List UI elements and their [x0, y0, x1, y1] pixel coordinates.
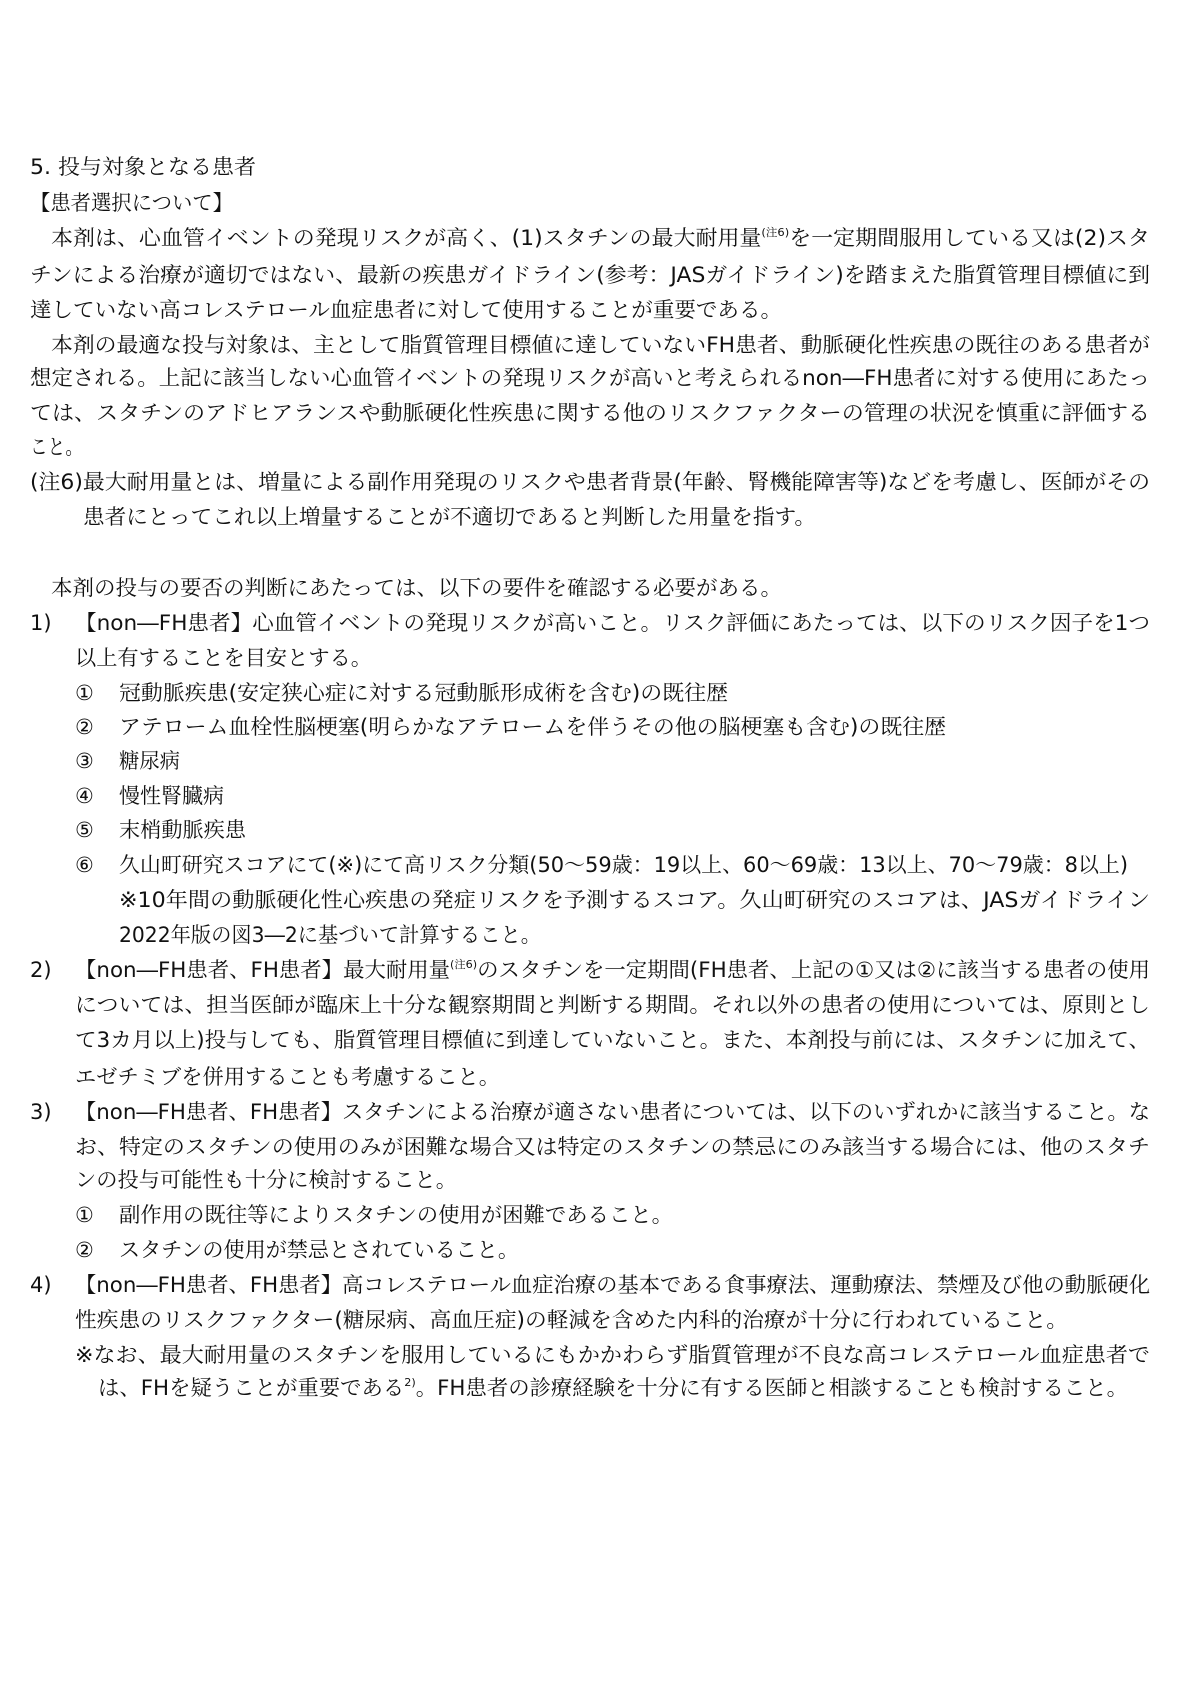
item-number: 1) — [30, 611, 52, 635]
paragraph-line: 想定される。上記に該当しない心血管イベントの発現リスクが高いと考えられるnon―FH患者に対する使用にあたっ — [30, 366, 1150, 390]
subitem-text: 久山町研究スコアにて(※)にて高リスク分類(50～59歳：19以上、60～69歳：13以上、70～79歳：8以上) — [119, 853, 1128, 877]
item-line: 【non―FH患者、FH患者】高コレステロール血症治療の基本である食事療法、運動療法、禁煙及び他の動脈硬化 — [75, 1273, 1150, 1297]
text: は、FHを疑うことが重要である — [98, 1376, 405, 1400]
subitem-number: ① — [75, 681, 94, 705]
subitem-note: 2022年版の図3―2に基づいて計算すること。 — [119, 923, 541, 947]
subitem-number: ① — [75, 1203, 94, 1227]
item-line: お、特定のスタチンの使用のみが困難な場合又は特定のスタチンの禁忌にのみ該当する場合には、他のスタチ — [75, 1135, 1150, 1159]
item-line: ンの投与可能性も十分に検討すること。 — [75, 1168, 457, 1192]
subitem-number: ⑤ — [75, 818, 94, 842]
subitem-number: ② — [75, 715, 94, 739]
subitem-text: 副作用の既往等によりスタチンの使用が困難であること。 — [119, 1203, 673, 1227]
subitem-text: アテローム血栓性脳梗塞(明らかなアテロームを伴うその他の脳梗塞も含む)の既往歴 — [119, 715, 946, 739]
item-number: 3) — [30, 1100, 52, 1124]
item-note: ※なお、最大耐用量のスタチンを服用しているにもかかわらず脂質管理が不良な高コレステロール血症患者で — [75, 1343, 1150, 1367]
item-line: 性疾患のリスクファクター(糖尿病、高血圧症)の軽減を含めた内科的治療が十分に行われていること。 — [75, 1308, 1068, 1332]
subitem-number: ② — [75, 1238, 94, 1262]
subitem-text: スタチンの使用が禁忌とされていること。 — [119, 1238, 519, 1262]
subitem-text: 糖尿病 — [119, 749, 180, 773]
subitem-text: 慢性腎臓病 — [119, 784, 224, 808]
subitem-text: 末梢動脈疾患 — [119, 818, 246, 842]
text: 本剤は、心血管イベントの発現リスクが高く、(1)スタチンの最大耐用量 — [51, 226, 762, 250]
item-line: 【non―FH患者、FH患者】スタチンによる治療が適さない患者については、以下のいずれかに該当すること。な — [75, 1100, 1150, 1124]
paragraph-line: チンによる治療が適切ではない、最新の疾患ガイドライン(参考：JASガイドライン)を踏まえた脂質管理目標値に到 — [30, 263, 1150, 287]
subitem-number: ③ — [75, 749, 94, 773]
footnote-line: 患者にとってこれ以上増量することが不適切であると判断した用量を指す。 — [83, 505, 816, 529]
subitem-number: ④ — [75, 784, 94, 808]
item-line: て3カ月以上)投与しても、脂質管理目標値に到達していないこと。また、本剤投与前には、スタチンに加えて、 — [75, 1028, 1150, 1052]
paragraph-line: こと。 — [30, 435, 83, 459]
footnote-line: (注6)最大耐用量とは、増量による副作用発現のリスクや患者背景(年齢、腎機能障害等)などを考慮し、医師がその — [30, 470, 1150, 494]
section-heading: 5. 投与対象となる患者 — [30, 155, 256, 179]
item-line: 以上有することを目安とする。 — [75, 646, 372, 670]
paragraph-line: ては、スタチンのアドヒアランスや動脈硬化性疾患に関する他のリスクファクターの管理の状況を慎重に評価する — [30, 401, 1150, 425]
item-number: 4) — [30, 1273, 52, 1297]
paragraph-line: 本剤の最適な投与対象は、主として脂質管理目標値に達していないFH患者、動脈硬化性疾患の既往のある患者が — [51, 333, 1150, 357]
item-line — [75, 958, 1150, 982]
item-line: 【non―FH患者】心血管イベントの発現リスクが高いこと。リスク評価にあたっては、以下のリスク因子を1つ — [75, 611, 1150, 635]
item-line: については、担当医師が臨床上十分な観察期間と判断する期間。それ以外の患者の使用については、原則とし — [75, 993, 1150, 1017]
paragraph-line — [51, 226, 1150, 250]
item-line: エゼチミブを併用することも考慮すること。 — [75, 1065, 500, 1089]
text: を一定期間服用している又は(2)スタ — [789, 226, 1150, 250]
paragraph-line: 達していない高コレステロール血症患者に対して使用することが重要である。 — [30, 298, 782, 322]
footnote-ref: (注6) — [761, 226, 790, 239]
subheading: 【患者選択について】 — [30, 191, 233, 215]
subitem-text: 冠動脈疾患(安定狭心症に対する冠動脈形成術を含む)の既往歴 — [119, 681, 728, 705]
text: 【non―FH患者、FH患者】最大耐用量 — [75, 958, 451, 982]
footnote-ref: (注6) — [450, 958, 478, 971]
intro-line: 本剤の投与の要否の判断にあたっては、以下の要件を確認する必要がある。 — [51, 576, 782, 600]
subitem-note: ※10年間の動脈硬化性心疾患の発症リスクを予測するスコア。久山町研究のスコアは、JASガイドライン — [119, 888, 1150, 912]
subitem-number: ⑥ — [75, 853, 94, 877]
item-number: 2) — [30, 958, 52, 982]
reference-mark: 2) — [404, 1376, 416, 1389]
text: 。FH患者の診療経験を十分に有する医師と相談することも検討すること。 — [415, 1376, 1129, 1400]
text: のスタチンを一定期間(FH患者、上記の①又は②に該当する患者の使用 — [477, 958, 1151, 982]
item-note — [98, 1376, 1128, 1400]
